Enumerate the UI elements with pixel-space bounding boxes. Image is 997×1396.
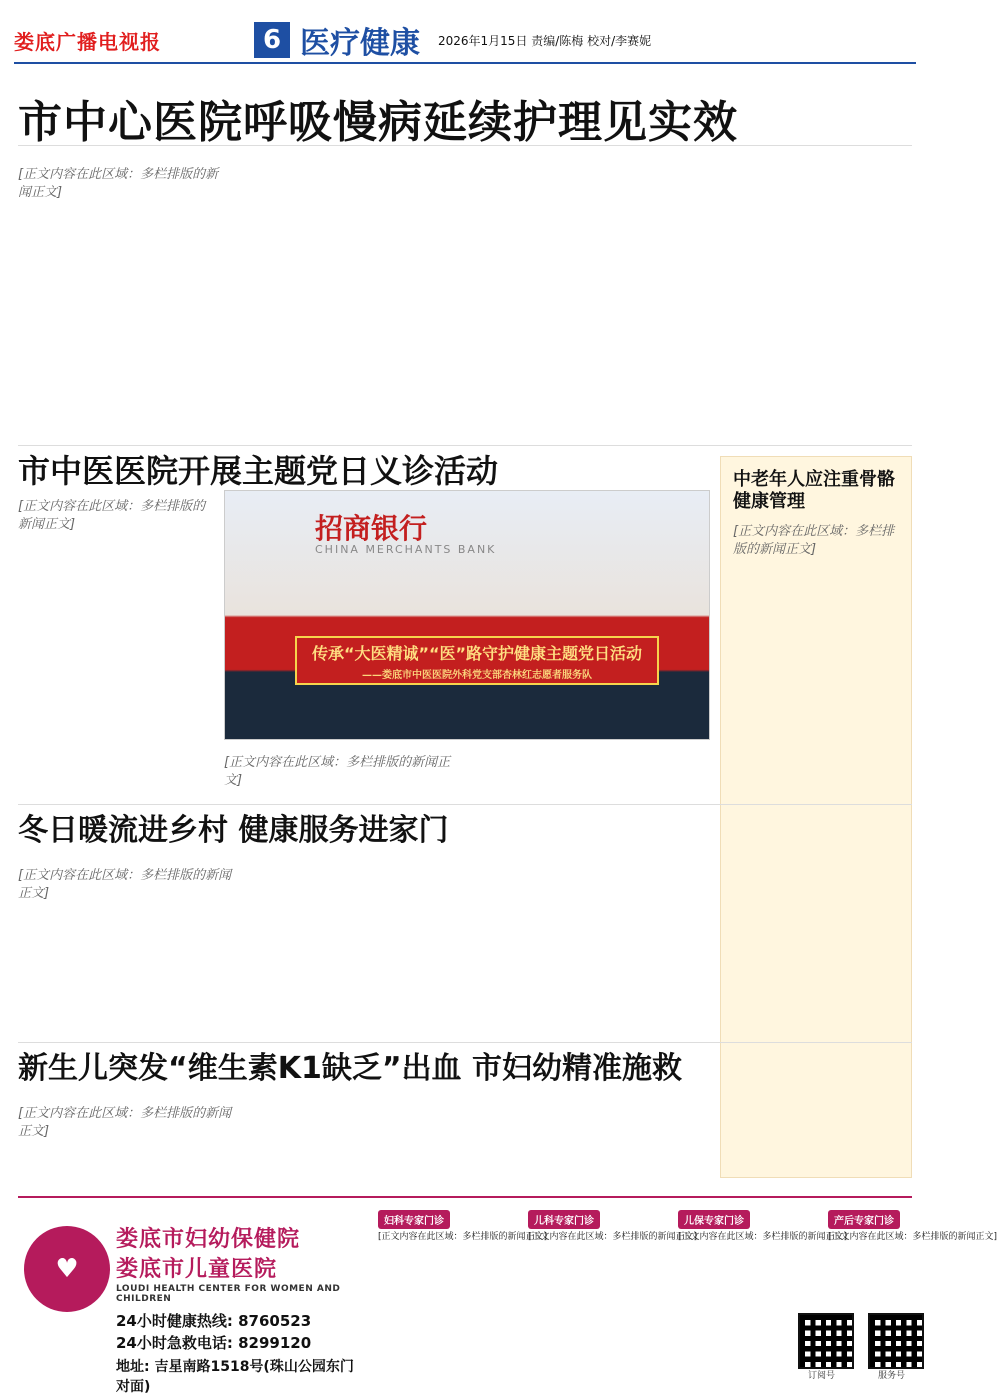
qr-label-1: 订阅号 bbox=[808, 1371, 836, 1381]
schedule-column-1-placeholder: [正文内容在此区域：多栏排版的新闻正文] bbox=[378, 1232, 548, 1242]
qr-code-icon bbox=[798, 1313, 854, 1369]
ad-left-panel bbox=[18, 1208, 363, 1395]
article-2-right-body bbox=[224, 746, 708, 790]
hotline-1: 24小时健康热线: 8760523 bbox=[116, 1312, 312, 1330]
event-banner bbox=[295, 636, 659, 685]
article-2-left-column bbox=[18, 490, 213, 534]
article-1-text-placeholder: [正文内容在此区域：多栏排版的新闻正文] bbox=[18, 167, 219, 200]
schedule-column-3-title: 儿保专家门诊 bbox=[678, 1210, 750, 1229]
ad-schedule-area bbox=[378, 1208, 997, 1381]
article-3-title: 冬日暖流进乡村 健康服务进家门 bbox=[18, 813, 449, 848]
article-2-right-text-placeholder: [正文内容在此区域：多栏排版的新闻正文] bbox=[224, 755, 451, 788]
hospital-logo-icon: ♥ bbox=[24, 1226, 110, 1312]
schedule-column-3 bbox=[678, 1208, 848, 1243]
article-1-body bbox=[18, 158, 912, 202]
schedule-column-2-title: 儿科专家门诊 bbox=[528, 1210, 600, 1229]
hospital-advertisement bbox=[18, 1196, 997, 1395]
main-headline: 市中心医院呼吸慢病延续护理见实效 bbox=[18, 97, 738, 148]
hotline-2: 24小时急救电话: 8299120 bbox=[116, 1334, 312, 1352]
bank-sign-text: 招商银行 bbox=[315, 512, 428, 545]
article-4-title: 新生儿突发“维生素K1缺乏”出血 市妇幼精准施救 bbox=[18, 1051, 682, 1086]
article-2-right-text bbox=[224, 746, 708, 790]
schedule-column-2-placeholder: [正文内容在此区域：多栏排版的新闻正文] bbox=[528, 1232, 698, 1242]
article-2-photo bbox=[224, 490, 710, 740]
masthead bbox=[14, 18, 916, 64]
schedule-column-1 bbox=[378, 1208, 548, 1243]
article-2-text-placeholder: [正文内容在此区域：多栏排版的新闻正文] bbox=[18, 499, 206, 532]
sidebar-body bbox=[733, 523, 899, 559]
hospital-english-name: LOUDI HEALTH CENTER FOR WOMEN AND CHILDREN bbox=[116, 1284, 341, 1304]
article-3-text-placeholder: [正文内容在此区域：多栏排版的新闻正文] bbox=[18, 868, 232, 901]
bank-sign-subtext: CHINA MERCHANTS BANK bbox=[315, 543, 497, 556]
schedule-column-4 bbox=[828, 1208, 997, 1243]
brand-name: 娄底广播电视报 bbox=[14, 29, 161, 54]
article-3-body bbox=[18, 859, 708, 903]
schedule-column-4-title: 产后专家门诊 bbox=[828, 1210, 900, 1229]
hospital-address: 地址: 吉星南路1518号(珠山公园东门对面) bbox=[116, 1359, 354, 1395]
article-3 bbox=[18, 804, 912, 1020]
qr-code-icon bbox=[868, 1313, 924, 1369]
section-title: 医疗健康 bbox=[300, 26, 420, 61]
article-4 bbox=[18, 1042, 912, 1188]
event-banner-sub: ——娄底市中医医院外科党支部杏林红志愿者服务队 bbox=[362, 669, 592, 681]
hospital-name-1: 娄底市妇幼保健院 bbox=[116, 1227, 301, 1252]
schedule-column-4-placeholder: [正文内容在此区域：多栏排版的新闻正文] bbox=[828, 1232, 997, 1242]
sidebar-text-placeholder: [正文内容在此区域：多栏排版的新闻正文] bbox=[733, 524, 895, 557]
schedule-column-3-placeholder: [正文内容在此区域：多栏排版的新闻正文] bbox=[678, 1232, 848, 1242]
schedule-column-1-title: 妇科专家门诊 bbox=[378, 1210, 450, 1229]
hospital-name-2: 娄底市儿童医院 bbox=[116, 1257, 278, 1282]
article-4-body bbox=[18, 1097, 708, 1141]
event-banner-main: 传承“大医精诚”“医”路守护健康主题党日活动 bbox=[311, 643, 643, 663]
qr-label-2: 服务号 bbox=[878, 1371, 906, 1381]
sidebar-title: 中老年人应注重骨骼健康管理 bbox=[733, 469, 895, 512]
schedule-column-2 bbox=[528, 1208, 698, 1243]
article-4-text-placeholder: [正文内容在此区域：多栏排版的新闻正文] bbox=[18, 1106, 232, 1139]
article-2-title: 市中医医院开展主题党日义诊活动 bbox=[18, 452, 499, 490]
article-1 bbox=[18, 145, 912, 426]
page-number: 6 bbox=[254, 22, 290, 58]
issue-meta: 2026年1月15日 责编/陈梅 校对/李赛妮 bbox=[438, 33, 652, 48]
article-2-left-text bbox=[18, 498, 213, 534]
